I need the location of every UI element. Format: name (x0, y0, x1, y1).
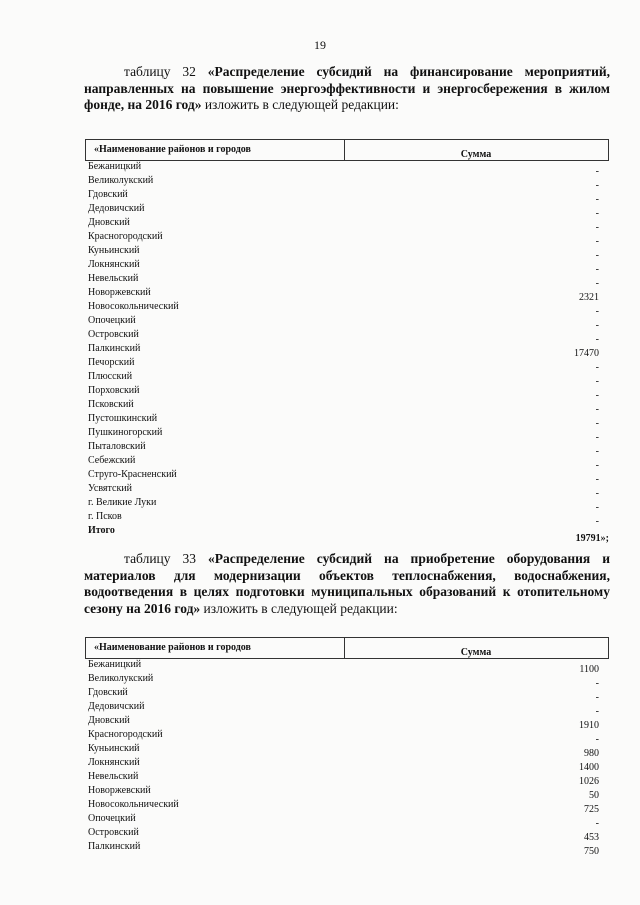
district-name: Гдовский (88, 189, 128, 200)
district-name: Красногородский (88, 729, 163, 740)
district-name: Красногородский (88, 231, 163, 242)
section-32-intro (84, 64, 610, 114)
subsidy-amount: - (595, 678, 599, 689)
subsidy-amount: - (595, 516, 599, 527)
table-row (85, 385, 609, 399)
subsidy-amount: - (595, 222, 599, 233)
section-33-prefix: таблицу 33 (124, 551, 208, 566)
district-name: Пыталовский (88, 441, 146, 452)
subsidy-amount: 17470 (574, 348, 599, 359)
table-row (85, 785, 609, 799)
page-number: 19 (314, 38, 326, 52)
district-name: Локнянский (88, 259, 140, 270)
table-row (85, 315, 609, 329)
section-32-title: «Распределение субсидий на финансирование мероприятий, направленных на повышение энергоэффективности и энергосбережения в жилом фонде, на 2016 год» (84, 64, 610, 112)
district-name: Локнянский (88, 757, 140, 768)
table-32-total-row (85, 525, 609, 544)
district-name: Дедовичский (88, 203, 145, 214)
table-row (85, 399, 609, 413)
table-row (85, 743, 609, 757)
table-33-header-name: «Наименование районов и городов (94, 642, 251, 653)
subsidy-amount: - (595, 692, 599, 703)
district-name: Печорский (88, 357, 135, 368)
table-row (85, 757, 609, 771)
subsidy-amount: - (595, 264, 599, 275)
district-name: Дедовичский (88, 701, 145, 712)
table-row (85, 497, 609, 511)
table-row (85, 245, 609, 259)
table-32 (85, 139, 609, 544)
subsidy-amount: - (595, 488, 599, 499)
table-row (85, 371, 609, 385)
table-row (85, 203, 609, 217)
district-name: Плюсский (88, 371, 133, 382)
subsidy-amount: - (595, 180, 599, 191)
table-row (85, 771, 609, 785)
table-33-body (85, 659, 609, 855)
district-name: Пушкиногорский (88, 427, 163, 438)
table-row (85, 469, 609, 483)
table-row (85, 357, 609, 371)
subsidy-amount: - (595, 320, 599, 331)
subsidy-amount: - (595, 250, 599, 261)
subsidy-amount: - (595, 474, 599, 485)
subsidy-amount: - (595, 194, 599, 205)
subsidy-amount: - (595, 376, 599, 387)
table-row (85, 455, 609, 469)
subsidy-amount: - (595, 362, 599, 373)
table-row (85, 273, 609, 287)
subsidy-amount: - (595, 390, 599, 401)
table-row (85, 701, 609, 715)
table-32-header-sum: Сумма (460, 149, 492, 160)
table-row (85, 189, 609, 203)
district-name: Порховский (88, 385, 140, 396)
subsidy-amount: 1910 (579, 720, 599, 731)
table-32-header-name: «Наименование районов и городов (94, 144, 251, 155)
district-name: Дновский (88, 217, 130, 228)
district-name: Великолукский (88, 175, 154, 186)
table-row (85, 813, 609, 827)
district-name: Невельский (88, 771, 139, 782)
district-name: Невельский (88, 273, 139, 284)
district-name: Дновский (88, 715, 130, 726)
section-32-prefix: таблицу 32 (124, 64, 208, 79)
table-row (85, 659, 609, 673)
subsidy-amount: 750 (584, 846, 599, 857)
table-row (85, 231, 609, 245)
table-row (85, 413, 609, 427)
subsidy-amount: - (595, 208, 599, 219)
subsidy-amount: 453 (584, 832, 599, 843)
table-row (85, 301, 609, 315)
section-33-intro (84, 551, 610, 617)
subsidy-amount: - (595, 236, 599, 247)
subsidy-amount: 980 (584, 748, 599, 759)
subsidy-amount: - (595, 334, 599, 345)
table-row (85, 287, 609, 301)
district-name: Псковский (88, 399, 134, 410)
district-name: Новоржевский (88, 785, 151, 796)
district-name: Куньинский (88, 245, 140, 256)
district-name: Палкинский (88, 343, 141, 354)
district-name: Новосокольнический (88, 799, 179, 810)
district-name: Себежский (88, 455, 136, 466)
table-32-total-label: Итого (88, 525, 115, 536)
subsidy-amount: - (595, 418, 599, 429)
district-name: Великолукский (88, 673, 154, 684)
table-row (85, 799, 609, 813)
table-33 (85, 637, 609, 855)
subsidy-amount: 1100 (579, 664, 599, 675)
district-name: г. Великие Луки (88, 497, 157, 508)
district-name: Куньинский (88, 743, 140, 754)
table-32-header (85, 139, 609, 161)
table-row (85, 511, 609, 525)
table-row (85, 729, 609, 743)
section-32-suffix: изложить в следующей редакции: (201, 97, 399, 112)
table-row (85, 827, 609, 841)
table-row (85, 427, 609, 441)
district-name: Новосокольнический (88, 301, 179, 312)
subsidy-amount: - (595, 446, 599, 457)
subsidy-amount: - (595, 432, 599, 443)
table-row (85, 841, 609, 855)
table-row (85, 175, 609, 189)
district-name: г. Псков (88, 511, 122, 522)
subsidy-amount: - (595, 818, 599, 829)
table-row (85, 715, 609, 729)
district-name: Бежаницкий (88, 659, 142, 670)
district-name: Опочецкий (88, 813, 136, 824)
district-name: Островский (88, 329, 139, 340)
subsidy-amount: - (595, 734, 599, 745)
district-name: Пустошкинский (88, 413, 158, 424)
district-name: Палкинский (88, 841, 141, 852)
subsidy-amount: 725 (584, 804, 599, 815)
district-name: Опочецкий (88, 315, 136, 326)
subsidy-amount: 1026 (579, 776, 599, 787)
table-row (85, 259, 609, 273)
subsidy-amount: - (595, 166, 599, 177)
table-row (85, 343, 609, 357)
subsidy-amount: - (595, 306, 599, 317)
subsidy-amount: - (595, 460, 599, 471)
table-32-total-value: 19791»; (575, 533, 609, 544)
district-name: Усвятский (88, 483, 132, 494)
section-33-title: «Распределение субсидий на приобретение оборудования и материалов для модернизации объектов теплоснабжения, водоснабжения, водоотведения в целях подготовки муниципальных образований к отопительному сезону на 2016 год» (84, 551, 610, 616)
table-row (85, 441, 609, 455)
district-name: Струго-Красненский (88, 469, 177, 480)
subsidy-amount: 50 (589, 790, 599, 801)
table-row (85, 483, 609, 497)
subsidy-amount: - (595, 404, 599, 415)
subsidy-amount: 2321 (579, 292, 599, 303)
district-name: Новоржевский (88, 287, 151, 298)
table-row (85, 673, 609, 687)
district-name: Островский (88, 827, 139, 838)
subsidy-amount: - (595, 706, 599, 717)
table-32-body (85, 161, 609, 525)
table-33-header-sum: Сумма (460, 647, 492, 658)
subsidy-amount: 1400 (579, 762, 599, 773)
district-name: Гдовский (88, 687, 128, 698)
table-row (85, 329, 609, 343)
table-row (85, 217, 609, 231)
table-row (85, 687, 609, 701)
section-33-suffix: изложить в следующей редакции: (200, 600, 398, 616)
table-33-header (85, 637, 609, 659)
subsidy-amount: - (595, 502, 599, 513)
subsidy-amount: - (595, 278, 599, 289)
district-name: Бежаницкий (88, 161, 142, 172)
table-row (85, 161, 609, 175)
